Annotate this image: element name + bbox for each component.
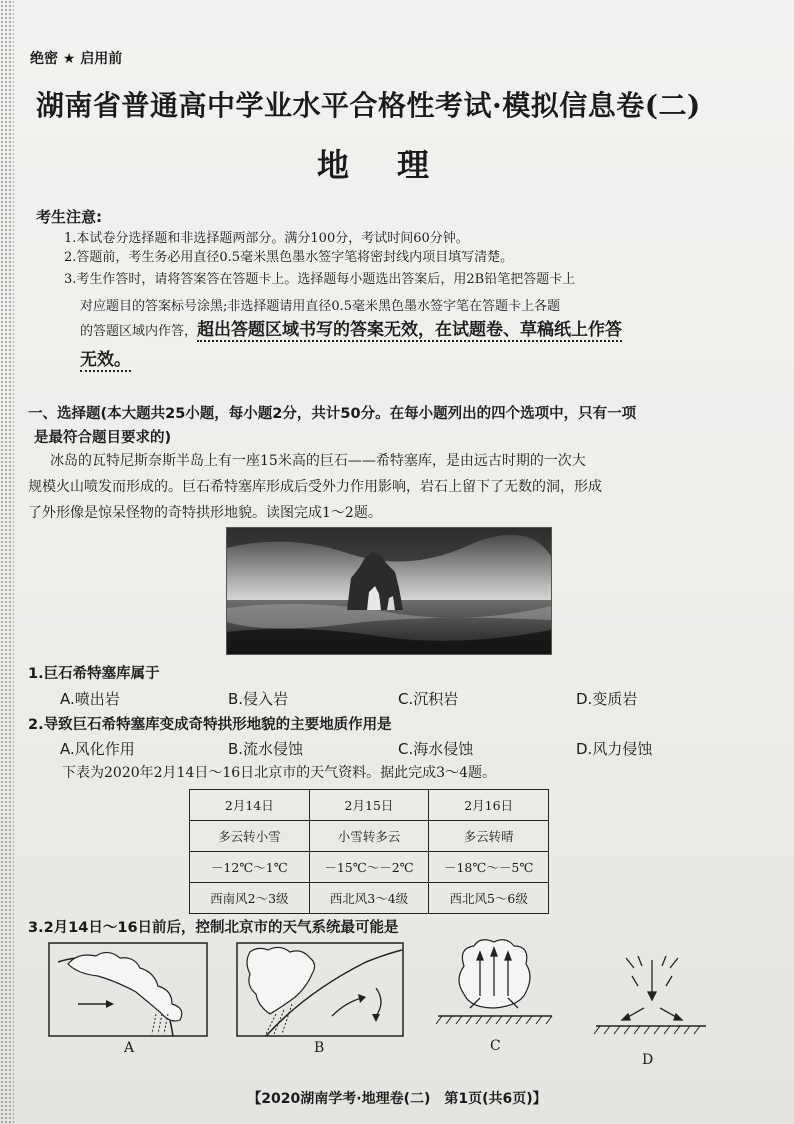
q1-option-a[interactable]: A.喷出岩 (60, 690, 120, 708)
table-row (190, 790, 549, 821)
q1-option-b[interactable]: B.侵入岩 (228, 690, 289, 708)
subject-title: 地理 (316, 146, 477, 184)
notice-item-3-line-4: 无效。 (80, 350, 131, 370)
table-cell: －12℃～1℃ (190, 852, 310, 883)
question-3: 3.2月14日～16日前后，控制北京市的天气系统最可能是 (28, 920, 399, 936)
passage-line-3: 了外形像是惊呆怪物的奇特拱形地貌。读图完成1～2题。 (28, 505, 382, 521)
diagram-a-label: A (124, 1040, 135, 1056)
diagram-b[interactable] (236, 942, 404, 1056)
page-footer: 【2020湖南学考·地理卷(二) 第1页(共6页)】 (247, 1091, 547, 1107)
notice-item-3-line-1: 3.考生作答时，请将答案答在答题卡上。选择题每小题选出答案后，用2B铅笔把答题卡上 (64, 272, 576, 287)
high-pressure-diagram (586, 946, 716, 1046)
q2-option-c[interactable]: C.海水侵蚀 (398, 740, 474, 758)
weather-table (189, 789, 549, 914)
rock-photo (226, 527, 552, 655)
warm-front-diagram (236, 942, 404, 1037)
diagram-a[interactable] (48, 942, 208, 1056)
question-1: 1.巨石希特塞库属于 (28, 666, 160, 682)
table-row (190, 852, 549, 883)
table-cell: 多云转小雪 (190, 821, 310, 852)
diagram-b-label: B (314, 1040, 325, 1056)
diagram-c-label: C (490, 1038, 501, 1054)
table-row (190, 883, 549, 914)
confidential-label: 绝密 ★ 启用前 (30, 51, 123, 67)
exam-title: 湖南省普通高中学业水平合格性考试·模拟信息卷(二) (36, 89, 701, 122)
notice-item-3-line-3: 的答题区域内作答，超出答题区域书写的答案无效，在试题卷、草稿纸上作答 (80, 320, 623, 340)
diagram-d-label: D (642, 1052, 654, 1068)
passage-line-2: 规模火山喷发而形成的。巨石希特塞库形成后受外力作用影响，岩石上留下了无数的洞，形成 (28, 479, 602, 495)
section-one-heading: 一、选择题(本大题共25小题，每小题2分，共计50分。在每小题列出的四个选项中，只有一项 是最符合题目要求的) (28, 406, 637, 446)
q2-option-b[interactable]: B.流水侵蚀 (228, 740, 304, 758)
table-cell: －18℃～－5℃ (429, 852, 549, 883)
question-2: 2.导致巨石希特塞库变成奇特拱形地貌的主要地质作用是 (28, 717, 392, 733)
table-cell: 小雪转多云 (309, 821, 429, 852)
q2-option-d[interactable]: D.风力侵蚀 (576, 740, 653, 758)
table-row (190, 821, 549, 852)
table-intro: 下表为2020年2月14日～16日北京市的天气资料。据此完成3～4题。 (62, 765, 496, 781)
notice-heading: 考生注意: (36, 208, 102, 226)
diagram-c[interactable] (430, 936, 560, 1058)
table-cell: 2月14日 (190, 790, 310, 821)
table-cell: 2月15日 (309, 790, 429, 821)
q2-option-a[interactable]: A.风化作用 (60, 740, 135, 758)
q1-option-d[interactable]: D.变质岩 (576, 690, 638, 708)
notice-item-3-line-2: 对应题目的答案标号涂黑;非选择题请用直径0.5毫米黑色墨水签字笔在答题卡上各题 (80, 299, 561, 314)
diagram-d[interactable] (586, 946, 716, 1070)
notice-item-1: 1.本试卷分选择题和非选择题两部分。满分100分，考试时间60分钟。 (64, 231, 469, 246)
q1-option-c[interactable]: C.沉积岩 (398, 690, 459, 708)
table-cell: －15℃～－2℃ (309, 852, 429, 883)
table-cell: 多云转晴 (429, 821, 549, 852)
table-cell: 2月16日 (429, 790, 549, 821)
table-cell: 西南风2～3级 (190, 883, 310, 914)
table-cell: 西北风3～4级 (309, 883, 429, 914)
table-cell: 西北风5～6级 (429, 883, 549, 914)
cold-front-diagram (48, 942, 208, 1037)
low-pressure-diagram (430, 936, 560, 1036)
notice-item-2: 2.答题前，考生务必用直径0.5毫米黑色墨水签字笔将密封线内项目填写清楚。 (64, 250, 514, 265)
passage-line-1: 冰岛的瓦特尼斯奈斯半岛上有一座15米高的巨石——希特塞库，是由远古时期的一次大 (36, 453, 586, 469)
